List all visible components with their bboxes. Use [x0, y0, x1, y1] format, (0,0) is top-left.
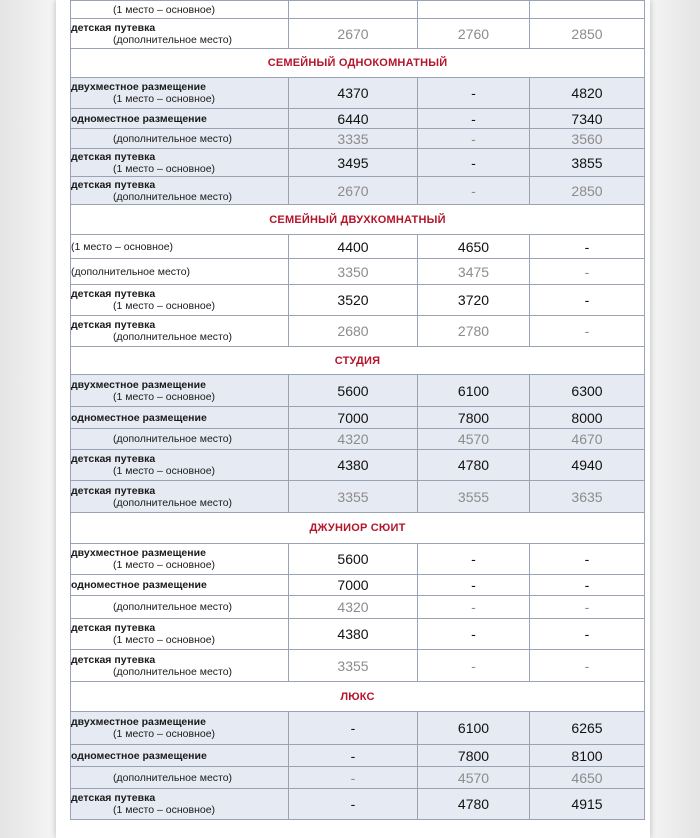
price-cell: 7340: [530, 109, 645, 129]
row-label: [71, 745, 289, 767]
row-label: [71, 544, 289, 575]
price-row: [71, 575, 645, 596]
row-label: [71, 129, 289, 149]
row-label: [71, 285, 289, 316]
price-cell: 3555: [418, 481, 530, 513]
row-label-sub: (1 место – основное): [113, 559, 216, 571]
price-cell: 4400: [289, 235, 418, 259]
price-cell: 3355: [289, 481, 418, 513]
price-cell: 2850: [530, 19, 645, 49]
row-label: [71, 481, 289, 513]
price-cell: 4370: [289, 78, 418, 109]
row-label-main: детская путевка: [71, 453, 156, 465]
price-cell: 2760: [418, 19, 530, 49]
row-label-main: детская путевка: [71, 150, 156, 163]
price-row: [71, 235, 645, 259]
price-cell: [289, 1, 418, 19]
price-cell: -: [530, 285, 645, 316]
price-row: [71, 375, 645, 407]
price-row: [71, 450, 645, 481]
price-row: [71, 149, 645, 177]
price-cell: 7800: [418, 745, 530, 767]
price-cell: -: [530, 596, 645, 619]
price-cell: 6100: [418, 375, 530, 407]
row-label: [71, 149, 289, 177]
row-label: [71, 316, 289, 347]
row-label: [71, 259, 289, 285]
price-cell: 2780: [418, 316, 530, 347]
row-label: [71, 407, 289, 429]
price-cell: -: [289, 789, 418, 820]
price-cell: 4380: [289, 450, 418, 481]
price-row: [71, 316, 645, 347]
row-label: [71, 78, 289, 109]
price-cell: 4570: [418, 429, 530, 450]
row-label-main: одноместное размещение: [71, 112, 207, 125]
row-label: [71, 596, 289, 619]
row-label-main: двухместное размещение: [71, 547, 206, 559]
price-table-body: [71, 1, 645, 820]
price-cell: -: [530, 650, 645, 682]
price-cell: 3350: [289, 259, 418, 285]
price-cell: 8100: [530, 745, 645, 767]
price-row: [71, 789, 645, 820]
price-cell: -: [418, 129, 530, 149]
price-cell: 6265: [530, 712, 645, 745]
price-row: [71, 544, 645, 575]
price-row: [71, 129, 645, 149]
price-cell: -: [418, 650, 530, 682]
row-label-sub: (дополнительное место): [113, 433, 233, 445]
price-cell: -: [530, 235, 645, 259]
price-cell: -: [289, 745, 418, 767]
price-cell: 3635: [530, 481, 645, 513]
section-title: СТУДИЯ: [71, 347, 645, 375]
row-label: [71, 619, 289, 650]
row-label-main: одноместное размещение: [71, 579, 207, 591]
price-cell: 4320: [289, 596, 418, 619]
row-label: [71, 712, 289, 745]
row-label-text: (дополнительное место): [71, 265, 191, 278]
price-cell: 5600: [289, 544, 418, 575]
price-cell: 4320: [289, 429, 418, 450]
row-label-main: одноместное размещение: [71, 411, 207, 424]
price-cell: -: [530, 259, 645, 285]
section-header-row: [71, 205, 645, 235]
price-row: [71, 650, 645, 682]
row-label-main: двухместное размещение: [71, 716, 206, 728]
price-cell: 5600: [289, 375, 418, 407]
row-label-main: одноместное размещение: [71, 749, 207, 762]
section-header-row: [71, 49, 645, 78]
row-label: [71, 650, 289, 682]
price-cell: 2670: [289, 177, 418, 205]
row-label: [71, 235, 289, 259]
row-label-main: детская путевка: [71, 288, 156, 300]
row-label-main: детская путевка: [71, 792, 156, 804]
row-label-sub: (1 место – основное): [113, 728, 216, 740]
price-cell: -: [530, 619, 645, 650]
row-label-main: двухместное размещение: [71, 378, 206, 391]
row-label: [71, 19, 289, 49]
price-cell: 4940: [530, 450, 645, 481]
row-label-main: детская путевка: [71, 178, 156, 191]
row-label: [71, 429, 289, 450]
price-row: [71, 407, 645, 429]
price-row: [71, 177, 645, 205]
price-cell: 7000: [289, 407, 418, 429]
price-row: [71, 481, 645, 513]
row-label-text: (1 место – основное): [71, 240, 174, 253]
price-cell: 6100: [418, 712, 530, 745]
price-cell: [530, 1, 645, 19]
price-cell: 2670: [289, 19, 418, 49]
price-row: [71, 78, 645, 109]
price-cell: -: [418, 596, 530, 619]
price-cell: -: [418, 109, 530, 129]
row-label: [71, 1, 289, 19]
price-row: [71, 745, 645, 767]
price-row: [71, 596, 645, 619]
price-cell: 7800: [418, 407, 530, 429]
row-label-sub: (1 место – основное): [113, 634, 216, 646]
section-title: ЛЮКС: [71, 682, 645, 712]
price-cell: 2680: [289, 316, 418, 347]
price-cell: 3355: [289, 650, 418, 682]
row-label-main: детская путевка: [71, 484, 156, 497]
price-cell: 4670: [530, 429, 645, 450]
row-label-sub: (дополнительное место): [113, 132, 233, 145]
row-label-sub: (дополнительное место): [113, 771, 233, 784]
section-title: ДЖУНИОР СЮИТ: [71, 513, 645, 544]
row-label-sub: (дополнительное место): [113, 496, 233, 509]
row-label: [71, 375, 289, 407]
price-row: [71, 767, 645, 789]
price-cell: -: [418, 177, 530, 205]
price-cell: 3720: [418, 285, 530, 316]
row-label-main: детская путевка: [71, 319, 156, 331]
row-label: [71, 450, 289, 481]
row-label-sub: (дополнительное место): [113, 665, 233, 678]
row-label-sub: (1 место – основное): [113, 804, 216, 816]
price-cell: 3475: [418, 259, 530, 285]
row-label-sub: (дополнительное место): [113, 331, 233, 343]
price-cell: -: [530, 316, 645, 347]
row-label-sub: (1 место – основное): [113, 3, 216, 16]
row-label-sub: (1 место – основное): [113, 162, 216, 175]
price-cell: -: [418, 575, 530, 596]
price-cell: 3855: [530, 149, 645, 177]
price-cell: 4380: [289, 619, 418, 650]
price-cell: -: [289, 767, 418, 789]
price-row: [71, 109, 645, 129]
row-label-sub: (дополнительное место): [113, 33, 233, 46]
row-label-sub: (1 место – основное): [113, 465, 216, 477]
price-row: [71, 259, 645, 285]
price-cell: 4820: [530, 78, 645, 109]
row-label-sub: (1 место – основное): [113, 93, 216, 105]
price-cell: 4915: [530, 789, 645, 820]
price-cell: 6300: [530, 375, 645, 407]
row-label-sub: (дополнительное место): [113, 601, 233, 613]
price-cell: 2850: [530, 177, 645, 205]
price-cell: 4650: [418, 235, 530, 259]
price-cell: 4650: [530, 767, 645, 789]
section-header-row: [71, 347, 645, 375]
row-label-sub: (1 место – основное): [113, 300, 216, 312]
price-cell: 3520: [289, 285, 418, 316]
price-cell: -: [530, 544, 645, 575]
row-label: [71, 767, 289, 789]
section-header-row: [71, 682, 645, 712]
row-label: [71, 109, 289, 129]
section-header-row: [71, 513, 645, 544]
price-row: [71, 429, 645, 450]
section-title: СЕМЕЙНЫЙ ОДНОКОМНАТНЫЙ: [71, 49, 645, 78]
price-cell: 7000: [289, 575, 418, 596]
price-cell: -: [418, 78, 530, 109]
row-label-sub: (1 место – основное): [113, 390, 216, 403]
row-label-main: детская путевка: [71, 21, 156, 34]
price-cell: -: [418, 619, 530, 650]
section-title: СЕМЕЙНЫЙ ДВУХКОМНАТНЫЙ: [71, 205, 645, 235]
price-cell: 4780: [418, 450, 530, 481]
row-label: [71, 575, 289, 596]
price-cell: -: [530, 575, 645, 596]
row-label-main: детская путевка: [71, 622, 156, 634]
price-cell: 3560: [530, 129, 645, 149]
price-row: [71, 19, 645, 49]
price-row: [71, 285, 645, 316]
price-cell: 8000: [530, 407, 645, 429]
price-table: [70, 0, 645, 820]
price-row: [71, 712, 645, 745]
row-label: [71, 789, 289, 820]
row-label-sub: (дополнительное место): [113, 190, 233, 203]
price-row: [71, 619, 645, 650]
price-cell: 4570: [418, 767, 530, 789]
price-cell: 3495: [289, 149, 418, 177]
row-label: [71, 177, 289, 205]
price-cell: -: [418, 149, 530, 177]
price-cell: 3335: [289, 129, 418, 149]
price-cell: 4780: [418, 789, 530, 820]
document-page: [56, 0, 650, 838]
price-cell: -: [418, 544, 530, 575]
price-cell: 6440: [289, 109, 418, 129]
row-label-main: детская путевка: [71, 653, 156, 666]
row-label-main: двухместное размещение: [71, 81, 206, 93]
price-cell: -: [289, 712, 418, 745]
price-row: [71, 1, 645, 19]
price-cell: [418, 1, 530, 19]
